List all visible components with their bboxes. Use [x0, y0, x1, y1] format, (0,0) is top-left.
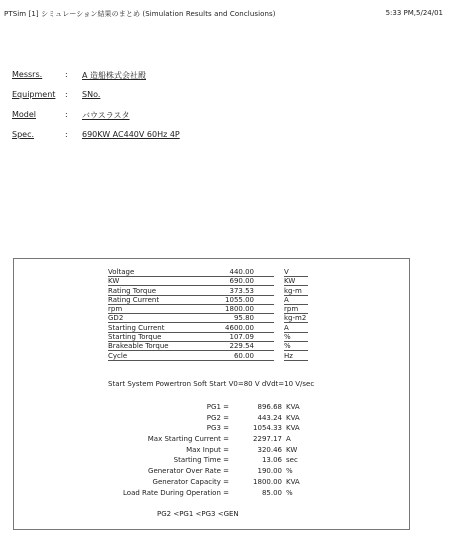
spec-label: Starting Torque	[108, 333, 274, 342]
result-value: 896.68	[257, 403, 282, 411]
spec-unit: %	[284, 342, 308, 351]
spec-unit: %	[284, 333, 308, 342]
spec-label: Brakeable Torque	[108, 342, 274, 351]
spec-label: KW	[108, 277, 274, 286]
result-value: 443.24	[257, 413, 282, 422]
info-colon: :	[65, 110, 68, 119]
info-label: Messrs.	[12, 70, 43, 79]
spec-row	[108, 324, 308, 333]
spec-label: Starting Current	[108, 324, 274, 333]
spec-row	[108, 268, 308, 277]
result-unit: KW	[286, 445, 298, 454]
result-unit: KVA	[286, 403, 300, 411]
spec-unit: kg-m	[284, 287, 308, 296]
spec-label: Voltage	[108, 268, 274, 277]
info-colon: :	[65, 90, 68, 99]
spec-label: Rating Torque	[108, 287, 274, 296]
capacity-comparison: PG2 <PG1 <PG3 <GEN	[157, 510, 239, 518]
result-label: PG3 =	[206, 424, 229, 433]
result-value: 13.06	[261, 456, 282, 465]
start-system-line: Start System Powertron Soft Start V0=80 V dVdt=10 V/sec	[108, 380, 315, 388]
spec-value: 1055.00	[225, 295, 254, 304]
result-label: Generator Over Rate =	[148, 467, 229, 476]
info-colon: :	[65, 130, 68, 139]
info-value: 690KW AC440V 60Hz 4P	[82, 130, 180, 139]
result-label: Load Rate During Operation =	[123, 488, 229, 497]
spec-value: 60.00	[233, 351, 254, 360]
spec-row	[108, 342, 308, 351]
result-label: PG2 =	[206, 413, 229, 422]
result-unit: KVA	[286, 413, 300, 422]
spec-row	[108, 333, 308, 342]
spec-row	[108, 287, 308, 296]
spec-unit: A	[284, 296, 308, 305]
spec-unit: rpm	[284, 305, 308, 314]
spec-label: GD2	[108, 314, 274, 323]
result-value: 1800.00	[253, 477, 282, 486]
result-value: 2297.17	[253, 435, 282, 444]
result-unit: KVA	[286, 477, 300, 486]
result-value: 320.46	[257, 445, 282, 454]
spec-unit: Hz	[284, 352, 308, 361]
result-label: PG1 =	[206, 403, 229, 411]
info-label: Spec.	[12, 130, 35, 139]
result-label: Starting Time =	[173, 456, 229, 465]
result-value: 1054.33	[253, 424, 282, 433]
info-value: A 造船株式会社殿	[82, 71, 147, 80]
result-value: 190.00	[257, 467, 282, 476]
spec-value: 107.09	[229, 333, 254, 342]
spec-value: 373.53	[229, 286, 254, 295]
page-header-title: PTSim [1] シミュレーション結果のまとめ (Simulation Results and Conclusions)	[4, 10, 276, 18]
result-value: 85.00	[261, 488, 282, 497]
result-label: Generator Capacity =	[152, 477, 229, 486]
spec-value: 1800.00	[225, 305, 254, 314]
spec-unit: A	[284, 324, 308, 333]
motor-spec-table	[108, 268, 308, 361]
result-unit: A	[286, 435, 291, 444]
spec-row	[108, 314, 308, 323]
spec-row	[108, 277, 308, 286]
spec-unit: KW	[284, 277, 308, 286]
spec-label: rpm	[108, 305, 274, 314]
spec-label: Cycle	[108, 352, 274, 361]
result-unit: KVA	[286, 424, 300, 433]
spec-unit: kg-m2	[284, 314, 307, 323]
info-colon: :	[65, 70, 68, 79]
info-value: SNo.	[82, 90, 101, 99]
info-value: バウスラスタ	[82, 111, 130, 120]
result-unit: %	[286, 467, 293, 476]
result-label: Max Starting Current =	[147, 435, 229, 444]
spec-label: Rating Current	[108, 296, 274, 305]
spec-value: 690.00	[229, 277, 254, 286]
page-header-timestamp: 5:33 PM,5/24/01	[385, 9, 443, 17]
result-unit: %	[286, 488, 293, 497]
info-label: Model	[12, 110, 37, 119]
spec-value: 4600.00	[225, 323, 254, 332]
spec-value: 229.54	[229, 342, 254, 351]
info-label: Equipment	[12, 90, 56, 99]
result-unit: sec	[286, 456, 298, 465]
result-label: Max Input =	[186, 445, 229, 454]
spec-row	[108, 296, 308, 305]
spec-row	[108, 305, 308, 314]
spec-unit: V	[284, 268, 308, 277]
spec-value: 95.80	[233, 314, 254, 323]
spec-row	[108, 352, 308, 361]
spec-value: 440.00	[229, 268, 254, 276]
